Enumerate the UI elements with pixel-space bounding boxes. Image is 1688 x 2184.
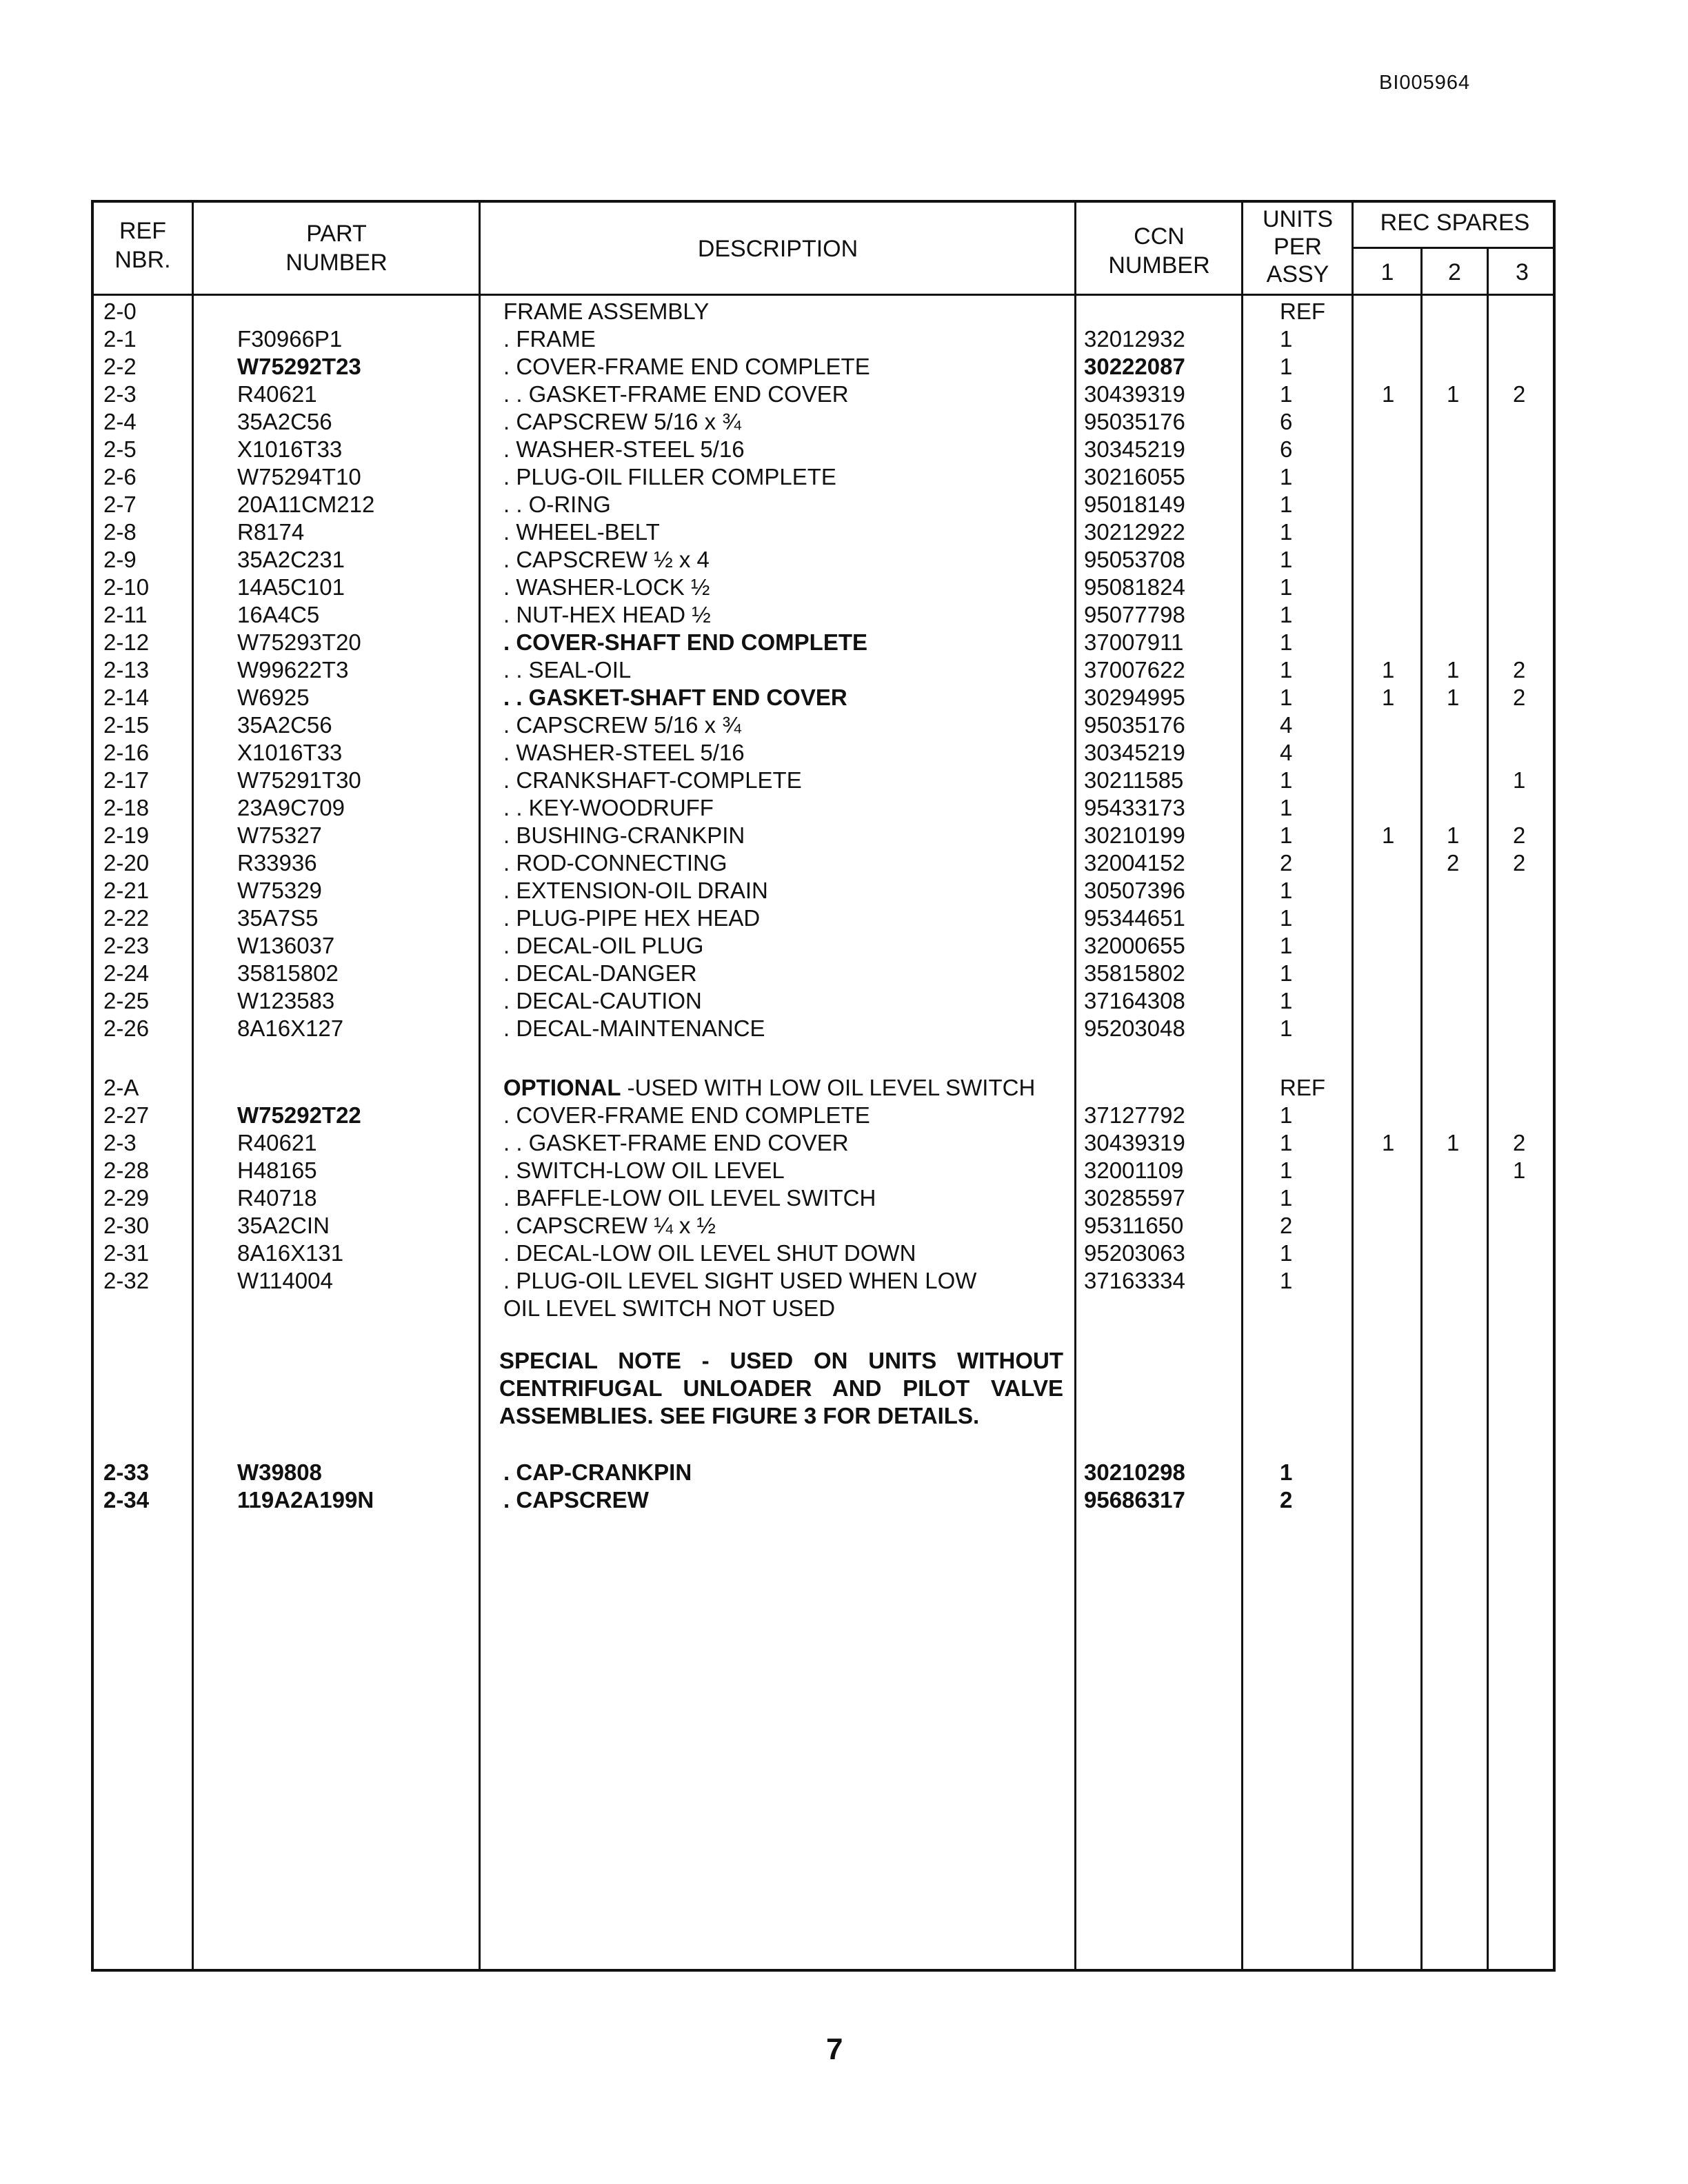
table-row [0,546,1688,574]
ccn-cell: 30345219 [1084,740,1185,765]
units-cell: 1 [1280,767,1293,793]
part-number-cell: 35A2C231 [237,547,345,572]
part-number-cell: 35815802 [237,960,339,986]
table-row [0,849,1688,877]
optional-heading [503,1074,1035,1102]
header-spare-3: 3 [1516,259,1529,285]
units-cell: 2 [1280,1213,1293,1238]
units-cell: 1 [1280,519,1293,545]
table-row [0,739,1688,767]
description-cell: . PLUG-OIL FILLER COMPLETE [503,464,836,489]
spare-1-cell: 1 [1382,1130,1395,1155]
ref-cell: 2-26 [103,1015,150,1041]
table-row [0,436,1688,463]
description-cell: . . GASKET-FRAME END COVER [503,381,849,407]
rec-spares-rule [1352,247,1556,249]
description-cell: . CAPSCREW 5/16 x ¾ [503,712,741,738]
units-cell: 1 [1280,822,1293,848]
table-row [0,629,1688,656]
units-cell: 1 [1280,657,1293,682]
part-number-cell: 8A16X131 [237,1240,344,1266]
description-cell: . DECAL-CAUTION [503,988,702,1013]
units-cell: 1 [1280,629,1293,655]
units-cell: 1 [1280,1102,1293,1128]
description-cell: . DECAL-DANGER [503,960,697,986]
units-cell: 1 [1280,464,1293,489]
ccn-cell: 32012932 [1084,326,1185,352]
description-cell: . ROD-CONNECTING [503,850,727,876]
units-cell: 1 [1280,354,1293,379]
table-row [0,381,1688,408]
units-cell: 1 [1280,1240,1293,1266]
description-cell: . SWITCH-LOW OIL LEVEL [503,1157,785,1183]
part-number-cell: 20A11CM212 [237,492,375,517]
ccn-cell: 95053708 [1084,547,1185,572]
table-row [0,518,1688,546]
spare-2-cell: 1 [1447,381,1460,407]
part-number-cell: R40718 [237,1185,317,1211]
table-row [0,1240,1688,1267]
ccn-cell: 95018149 [1084,492,1185,517]
ccn-cell: 37164308 [1084,988,1185,1013]
table-row [0,408,1688,436]
table-row [0,711,1688,739]
part-number-cell: W75294T10 [237,464,361,489]
ccn-cell: 30507396 [1084,878,1185,903]
units-cell: 1 [1280,602,1293,627]
units-cell: REF [1280,1075,1325,1100]
ccn-cell: 95035176 [1084,409,1185,434]
description-cell: . COVER-SHAFT END COMPLETE [503,629,868,655]
description-cell: . PLUG-OIL LEVEL SIGHT USED WHEN LOW [503,1268,977,1293]
part-number-cell: W136037 [237,933,335,958]
part-number-cell: H48165 [237,1157,317,1183]
table-row [0,1015,1688,1042]
spare-2-cell: 2 [1447,850,1460,876]
units-cell: 2 [1280,850,1293,876]
part-number-cell: R40621 [237,381,317,407]
part-number-cell: W123583 [237,988,335,1013]
spare-3-cell: 2 [1513,685,1526,710]
description-cell: . PLUG-PIPE HEX HEAD [503,905,761,931]
table-row [0,353,1688,381]
ref-cell: 2-4 [103,409,137,434]
spare-1-cell: 1 [1382,685,1395,710]
spare-2-cell: 1 [1447,822,1460,848]
part-number-cell: W6925 [237,685,310,710]
header-spare-2: 2 [1448,259,1461,285]
table-row [0,1184,1688,1212]
part-number-cell: 35A7S5 [237,905,319,931]
ref-cell: 2-21 [103,878,150,903]
ccn-cell: 32000655 [1084,933,1185,958]
spare-2-cell: 1 [1447,685,1460,710]
desc-continuation: OIL LEVEL SWITCH NOT USED [503,1295,836,1321]
units-cell: 1 [1280,1157,1293,1183]
ref-cell: 2-8 [103,519,137,545]
part-number-cell: 35A2CIN [237,1213,330,1238]
spare-3-cell: 2 [1513,381,1526,407]
units-cell: 1 [1280,547,1293,572]
table-row [0,987,1688,1015]
table-row [0,325,1688,353]
units-cell: 2 [1280,1487,1293,1513]
ccn-cell: 95081824 [1084,574,1185,600]
ccn-cell: 30222087 [1084,354,1185,379]
ccn-cell: 32004152 [1084,850,1185,876]
special-note-label: SPECIAL NOTE [499,1348,681,1373]
description-cell: . CRANKSHAFT-COMPLETE [503,767,802,793]
units-cell: 1 [1280,381,1293,407]
ref-cell: 2-34 [103,1487,150,1513]
ref-cell: 2-6 [103,464,137,489]
table-row [0,1129,1688,1157]
units-cell: 1 [1280,960,1293,986]
description-cell: . COVER-FRAME END COMPLETE [503,1102,870,1128]
description-cell: . BAFFLE-LOW OIL LEVEL SWITCH [503,1185,876,1211]
units-cell: 1 [1280,795,1293,820]
ref-cell: 2-31 [103,1240,150,1266]
ref-cell: 2-32 [103,1268,150,1293]
part-number-cell: W39808 [237,1459,322,1485]
table-row [0,1157,1688,1184]
part-number-cell: W75327 [237,822,322,848]
ccn-cell: 37127792 [1084,1102,1185,1128]
table-row [0,904,1688,932]
ccn-cell: 95035176 [1084,712,1185,738]
ccn-cell: 30210298 [1084,1459,1185,1485]
description-cell: . EXTENSION-OIL DRAIN [503,878,768,903]
spare-1-cell: 1 [1382,381,1395,407]
description-cell: . BUSHING-CRANKPIN [503,822,745,848]
units-cell: 1 [1280,492,1293,517]
units-cell: 1 [1280,574,1293,600]
ccn-cell: 95311650 [1084,1213,1184,1238]
part-number-cell: R40621 [237,1130,317,1155]
ref-cell: 2-17 [103,767,150,793]
units-cell: 1 [1280,1185,1293,1211]
description-cell: . CAPSCREW ½ x 4 [503,547,710,572]
optional-heading-row [0,1074,1688,1102]
description-cell: . . GASKET-SHAFT END COVER [503,685,847,710]
table-row [0,960,1688,987]
part-number-cell: 35A2C56 [237,712,332,738]
ref-cell: 2-19 [103,822,150,848]
header-units-per-assy: UNITS PER ASSY [1263,206,1333,287]
part-number-cell: W75293T20 [237,629,361,655]
ref-cell: 2-25 [103,988,150,1013]
part-number-cell: 8A16X127 [237,1015,344,1041]
part-number-cell: F30966P1 [237,326,343,352]
units-cell: 1 [1280,1459,1293,1485]
special-note-text: - USED ON UNITS WITHOUT CENTRIFUGAL UNLOADER AND PILOT VALVE ASSEMBLIES. SEE FIGURE 3 FOR DETAILS. [499,1348,1063,1428]
description-cell: . . SEAL-OIL [503,657,632,682]
table-row [0,298,1688,325]
description-cell: FRAME ASSEMBLY [503,299,710,324]
part-number-cell: 119A2A199N [237,1487,374,1513]
ccn-cell: 30211585 [1084,767,1184,793]
special-note [499,1347,1063,1430]
header-description: DESCRIPTION [697,236,858,262]
ccn-cell: 95344651 [1084,905,1185,931]
ref-cell: 2-3 [103,381,137,407]
units-cell: 6 [1280,409,1293,434]
table-row [0,601,1688,629]
ccn-cell: 95203048 [1084,1015,1185,1041]
part-number-cell: 16A4C5 [237,602,320,627]
ref-cell: 2-0 [103,299,137,324]
spare-3-cell: 1 [1513,1157,1526,1183]
table-row [0,1267,1688,1295]
optional-continuation-row [0,1295,1688,1322]
ccn-cell: 30216055 [1084,464,1185,489]
ref-cell: 2-14 [103,685,150,710]
part-number-cell: 35A2C56 [237,409,332,434]
header-rule [91,294,1556,296]
part-number-cell: W114004 [237,1268,333,1293]
table-row [0,877,1688,904]
ccn-cell: 37007622 [1084,657,1185,682]
units-cell: 1 [1280,878,1293,903]
description-cell: . . GASKET-FRAME END COVER [503,1130,849,1155]
table-row [0,1102,1688,1129]
description-cell: . . KEY-WOODRUFF [503,795,714,820]
ref-cell: 2-9 [103,547,137,572]
ccn-cell: 95077798 [1084,602,1185,627]
spare-1-cell: 1 [1382,822,1395,848]
table-row [0,767,1688,794]
ref-cell: 2-22 [103,905,150,931]
ref-cell: 2-33 [103,1459,150,1485]
spare-3-cell: 2 [1513,850,1526,876]
ref-cell: 2-1 [103,326,137,352]
units-cell: 6 [1280,436,1293,462]
units-cell: 1 [1280,905,1293,931]
ref-cell: 2-13 [103,657,150,682]
table-row [0,1212,1688,1240]
ref-cell: 2-7 [103,492,137,517]
ref-cell: 2-11 [103,602,148,627]
ccn-cell: 95433173 [1084,795,1185,820]
units-cell: 1 [1280,1015,1293,1041]
ref-cell: 2-16 [103,740,150,765]
ccn-cell: 37007911 [1084,629,1184,655]
table-row [0,1459,1688,1486]
ref-cell: 2-15 [103,712,150,738]
description-cell: . NUT-HEX HEAD ½ [503,602,711,627]
table-row [0,463,1688,491]
spare-2-cell: 1 [1447,657,1460,682]
part-number-cell: W99622T3 [237,657,349,682]
part-number-cell: 14A5C101 [237,574,345,600]
ref-cell: 2-2 [103,354,137,379]
description-cell: . CAP-CRANKPIN [503,1459,692,1485]
description-cell: . CAPSCREW 5/16 x ¾ [503,409,741,434]
ref-cell: 2-27 [103,1102,150,1128]
ref-cell: 2-12 [103,629,150,655]
table-row [0,1486,1688,1514]
spare-3-cell: 2 [1513,657,1526,682]
description-cell: . CAPSCREW [503,1487,649,1513]
ref-cell: 2-30 [103,1213,150,1238]
part-number-cell: 23A9C709 [237,795,345,820]
ccn-cell: 30439319 [1084,1130,1185,1155]
ccn-cell: 30212922 [1084,519,1185,545]
description-cell: . WASHER-STEEL 5/16 [503,740,745,765]
ref-cell: 2-23 [103,933,150,958]
header-ref-nbr: REF NBR. [114,218,171,273]
table-row [0,491,1688,518]
ref-cell: 2-A [103,1075,139,1100]
ref-cell: 2-10 [103,574,150,600]
ref-cell: 2-3 [103,1130,137,1155]
description-cell: . WASHER-STEEL 5/16 [503,436,745,462]
description-cell: . FRAME [503,326,596,352]
ccn-cell: 95686317 [1084,1487,1185,1513]
description-cell: . COVER-FRAME END COMPLETE [503,354,870,379]
ref-cell: 2-18 [103,795,150,820]
ccn-cell: 30294995 [1084,685,1185,710]
part-number-cell: W75292T22 [237,1102,361,1128]
ref-cell: 2-29 [103,1185,150,1211]
description-cell: . DECAL-OIL PLUG [503,933,704,958]
part-number-cell: W75292T23 [237,354,361,379]
part-number-cell: R8174 [237,519,305,545]
ccn-cell: 95203063 [1084,1240,1185,1266]
header-part-number: PART NUMBER [285,221,388,276]
header-rec-spares: REC SPARES [1380,210,1530,236]
optional-label: OPTIONAL [503,1075,621,1100]
table-row [0,822,1688,849]
spare-2-cell: 1 [1447,1130,1460,1155]
ccn-cell: 35815802 [1084,960,1185,986]
part-number-cell: R33936 [237,850,317,876]
ccn-cell: 30285597 [1084,1185,1185,1211]
part-number-cell: W75329 [237,878,322,903]
description-cell: . CAPSCREW ¼ x ½ [503,1213,716,1238]
table-row [0,574,1688,601]
part-number-cell: X1016T33 [237,436,343,462]
ccn-cell: 30345219 [1084,436,1185,462]
part-number-cell: W75291T30 [237,767,361,793]
optional-text: -USED WITH LOW OIL LEVEL SWITCH [621,1075,1036,1100]
ref-cell: 2-5 [103,436,137,462]
description-cell: . DECAL-LOW OIL LEVEL SHUT DOWN [503,1240,916,1266]
description-cell: . WASHER-LOCK ½ [503,574,710,600]
ccn-cell: 32001109 [1084,1157,1184,1183]
table-row [0,656,1688,684]
spare-3-cell: 1 [1513,767,1526,793]
spare-3-cell: 2 [1513,822,1526,848]
units-cell: 1 [1280,685,1293,710]
table-row [0,684,1688,711]
units-cell: 1 [1280,1130,1293,1155]
spare-3-cell: 2 [1513,1130,1526,1155]
description-cell: . . O-RING [503,492,611,517]
units-cell: REF [1280,299,1325,324]
ref-cell: 2-20 [103,850,150,876]
units-cell: 1 [1280,326,1293,352]
ref-cell: 2-28 [103,1157,150,1183]
ccn-cell: 37163334 [1084,1268,1185,1293]
units-cell: 4 [1280,712,1293,738]
ref-cell: 2-24 [103,960,150,986]
part-number-cell: X1016T33 [237,740,343,765]
spare-1-cell: 1 [1382,657,1395,682]
units-cell: 4 [1280,740,1293,765]
units-cell: 1 [1280,933,1293,958]
units-cell: 1 [1280,988,1293,1013]
units-cell: 1 [1280,1268,1293,1293]
document-id: BI005964 [1379,72,1471,94]
table-row [0,794,1688,822]
ccn-cell: 30210199 [1084,822,1185,848]
ccn-cell: 30439319 [1084,381,1185,407]
table-row [0,932,1688,960]
page-number: 7 [826,2032,843,2066]
header-ccn-number: CCN NUMBER [1108,223,1210,279]
header-spare-1: 1 [1380,259,1394,285]
description-cell: . DECAL-MAINTENANCE [503,1015,765,1041]
description-cell: . WHEEL-BELT [503,519,660,545]
